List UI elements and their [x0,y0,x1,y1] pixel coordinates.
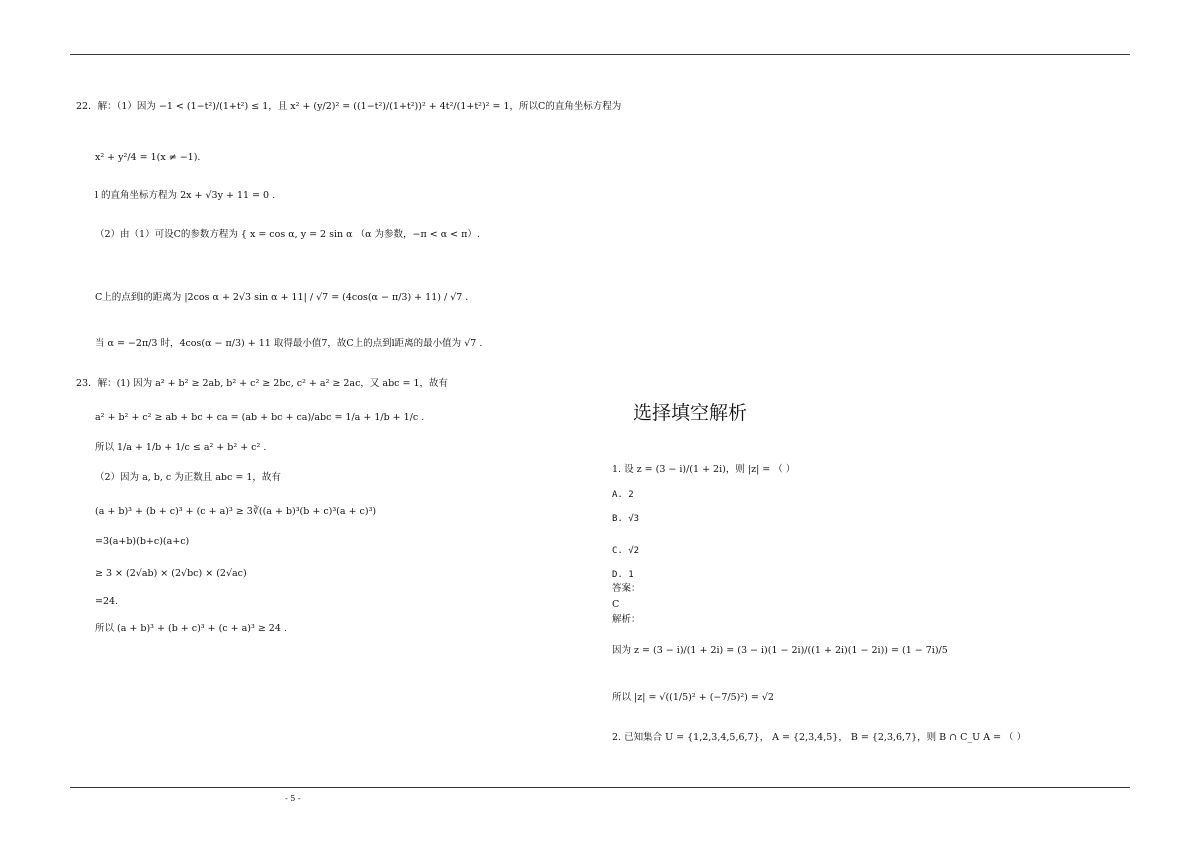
q22-line-4: （2）由（1）可设C的参数方程为 { x = cos α, y = 2 sin α （α 为参数，−π < α < π）. [95,229,480,240]
q1-option-b: B. √3 [612,514,640,524]
bottom-rule [70,787,1130,788]
q22-line-3: l 的直角坐标方程为 2x + √3y + 11 = 0 . [95,190,276,201]
analysis-line-2: 所以 |z| = √((1/5)² + (−7/5)²) = √2 [612,692,774,703]
analysis-line-1: 因为 z = (3 − i)/(1 + 2i) = (3 − i)(1 − 2i)/((1 + 2i)(1 − 2i)) = (1 − 7i)/5 [612,645,948,656]
answer-value: C [612,599,620,610]
q1-stem: 1. 设 z = (3 − i)/(1 + 2i)，则 |z| = （ ） [612,464,796,475]
q22-line-2: x² + y²/4 = 1(x ≠ −1). [95,152,201,163]
q23-line-3: 所以 1/a + 1/b + 1/c ≤ a² + b² + c² . [95,442,267,453]
top-rule [70,54,1130,55]
q1-option-a: A. 2 [612,490,634,500]
q1-option-d: D. 1 [612,570,634,580]
q23-line-1: 23．解：(1) 因为 a² + b² ≥ 2ab, b² + c² ≥ 2bc, c² + a² ≥ 2ac，又 abc = 1，故有 [76,378,449,389]
q22-line-6: 当 α = −2π/3 时，4cos(α − π/3) + 11 取得最小值7，故C上的点到l距离的最小值为 √7 . [95,338,483,349]
q1-option-c: C. √2 [612,546,640,556]
q23-line-4: （2）因为 a, b, c 为正数且 abc = 1，故有 [95,472,281,483]
analysis-label: 解析： [612,614,641,625]
q23-line-5: (a + b)³ + (b + c)³ + (c + a)³ ≥ 3∛((a + b)³(b + c)³(a + c)³) [95,506,377,517]
q22-line-1: 22．解：（1）因为 −1 < (1−t²)/(1+t²) ≤ 1，且 x² + (y/2)² = ((1−t²)/(1+t²))² + 4t²/(1+t²)² = 1，所以C的直角坐标方程为 [76,101,622,112]
q2-stem: 2. 已知集合 U = {1,2,3,4,5,6,7}， A = {2,3,4,5}， B = {2,3,6,7}，则 B ∩ C_U A = （ ） [612,732,1027,743]
section-heading: 选择填空解析 [633,402,748,424]
q22-line-5: C上的点到l的距离为 |2cos α + 2√3 sin α + 11| / √7 = (4cos(α − π/3) + 11) / √7 . [95,292,469,303]
answer-label: 答案： [612,583,641,594]
q23-line-2: a² + b² + c² ≥ ab + bc + ca = (ab + bc + ca)/abc = 1/a + 1/b + 1/c . [95,412,425,423]
q23-line-6: =3(a+b)(b+c)(a+c) [95,536,190,547]
q23-line-8: =24. [95,596,119,607]
q23-line-7: ≥ 3 × (2√ab) × (2√bc) × (2√ac) [95,568,247,579]
page-number: - 5 - [285,794,301,803]
q23-line-9: 所以 (a + b)³ + (b + c)³ + (c + a)³ ≥ 24 . [95,623,287,634]
